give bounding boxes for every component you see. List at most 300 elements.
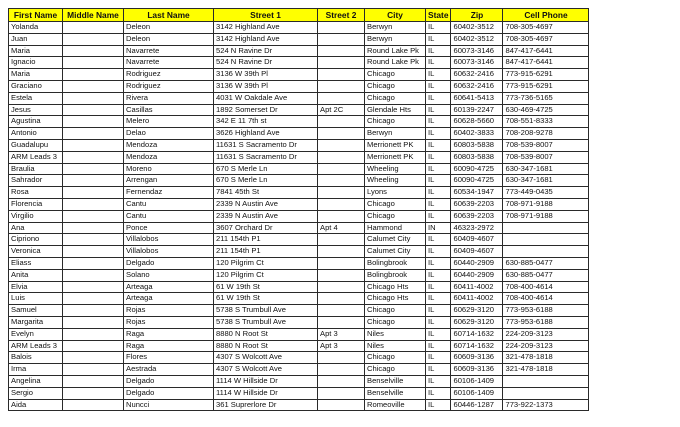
table-row[interactable] [9,187,589,199]
cell-first-name[interactable]: Maria [9,45,63,57]
cell-last-name[interactable]: Villalobos [124,246,214,258]
cell-state[interactable]: IL [426,187,451,199]
cell-street-2[interactable] [318,175,365,187]
cell-city[interactable]: Chicago [365,92,426,104]
cell-street-2[interactable] [318,293,365,305]
cell-middle-name[interactable] [63,69,124,81]
cell-zip[interactable]: 60411-4002 [451,281,503,293]
cell-state[interactable]: IL [426,33,451,45]
cell-street-2[interactable] [318,210,365,222]
cell-state[interactable]: IL [426,352,451,364]
cell-street-2[interactable]: Apt 2C [318,104,365,116]
cell-last-name[interactable]: Solano [124,269,214,281]
cell-first-name[interactable]: Balois [9,352,63,364]
table-row[interactable] [9,316,589,328]
cell-cell-phone[interactable] [503,375,589,387]
cell-cell-phone[interactable]: 708-400-4614 [503,281,589,293]
cell-cell-phone[interactable]: 708-539-8007 [503,139,589,151]
table-row[interactable] [9,116,589,128]
cell-cell-phone[interactable]: 773-953-6188 [503,316,589,328]
table-row[interactable] [9,80,589,92]
cell-middle-name[interactable] [63,375,124,387]
cell-last-name[interactable]: Delao [124,128,214,140]
cell-city[interactable]: Chicago [365,80,426,92]
cell-street-2[interactable]: Apt 3 [318,340,365,352]
cell-street-1[interactable]: 524 N Ravine Dr [214,57,318,69]
cell-last-name[interactable]: Rojas [124,316,214,328]
cell-cell-phone[interactable]: 224-209-3123 [503,340,589,352]
cell-state[interactable]: IL [426,364,451,376]
cell-city[interactable]: Niles [365,328,426,340]
cell-street-2[interactable] [318,69,365,81]
cell-street-2[interactable] [318,187,365,199]
cell-city[interactable]: Bolingbrook [365,257,426,269]
cell-middle-name[interactable] [63,104,124,116]
cell-zip[interactable]: 60440-2909 [451,269,503,281]
cell-street-1[interactable]: 1114 W Hillside Dr [214,375,318,387]
cell-street-1[interactable]: 120 Pilgrim Ct [214,269,318,281]
cell-cell-phone[interactable]: 708-971-9188 [503,210,589,222]
cell-zip[interactable]: 60402-3512 [451,22,503,34]
cell-middle-name[interactable] [63,33,124,45]
cell-cell-phone[interactable]: 773-922-1373 [503,399,589,411]
cell-last-name[interactable]: Deleon [124,33,214,45]
cell-street-2[interactable] [318,375,365,387]
table-row[interactable] [9,92,589,104]
cell-city[interactable]: Chicago [365,316,426,328]
cell-middle-name[interactable] [63,116,124,128]
cell-cell-phone[interactable]: 708-400-4614 [503,293,589,305]
cell-state[interactable]: IL [426,375,451,387]
cell-cell-phone[interactable] [503,387,589,399]
cell-state[interactable]: IN [426,222,451,234]
cell-first-name[interactable]: ARM Leads 3 [9,151,63,163]
cell-cell-phone[interactable]: 630-469-4725 [503,104,589,116]
cell-street-2[interactable] [318,305,365,317]
cell-middle-name[interactable] [63,151,124,163]
cell-state[interactable]: IL [426,305,451,317]
cell-zip[interactable]: 60534-1947 [451,187,503,199]
cell-state[interactable]: IL [426,80,451,92]
cell-last-name[interactable]: Delgado [124,257,214,269]
cell-cell-phone[interactable]: 321-478-1818 [503,352,589,364]
cell-last-name[interactable]: Arrengan [124,175,214,187]
cell-zip[interactable]: 60629-3120 [451,316,503,328]
column-header-city[interactable]: City [365,9,426,22]
cell-first-name[interactable]: Virgilio [9,210,63,222]
cell-street-2[interactable]: Apt 3 [318,328,365,340]
cell-cell-phone[interactable] [503,222,589,234]
column-header-middle-name[interactable]: Middle Name [63,9,124,22]
column-header-street-2[interactable]: Street 2 [318,9,365,22]
table-row[interactable] [9,340,589,352]
table-row[interactable] [9,269,589,281]
cell-street-2[interactable] [318,151,365,163]
cell-zip[interactable]: 60409-4607 [451,246,503,258]
cell-state[interactable]: IL [426,210,451,222]
table-row[interactable] [9,352,589,364]
cell-street-1[interactable]: 1114 W Hillside Dr [214,387,318,399]
cell-first-name[interactable]: Sergio [9,387,63,399]
cell-zip[interactable]: 60632-2416 [451,69,503,81]
cell-zip[interactable]: 60639-2203 [451,198,503,210]
cell-street-2[interactable] [318,364,365,376]
cell-last-name[interactable]: Arteaga [124,293,214,305]
cell-middle-name[interactable] [63,80,124,92]
cell-cell-phone[interactable]: 630-885-0477 [503,257,589,269]
cell-cell-phone[interactable]: 708-551-8333 [503,116,589,128]
cell-first-name[interactable]: Samuel [9,305,63,317]
cell-zip[interactable]: 60641-5413 [451,92,503,104]
cell-street-2[interactable] [318,269,365,281]
cell-first-name[interactable]: Veronica [9,246,63,258]
cell-middle-name[interactable] [63,22,124,34]
cell-zip[interactable]: 60440-2909 [451,257,503,269]
cell-city[interactable]: Chicago Hts [365,281,426,293]
cell-state[interactable]: IL [426,57,451,69]
table-row[interactable] [9,246,589,258]
cell-city[interactable]: Berwyn [365,22,426,34]
cell-city[interactable]: Wheeling [365,175,426,187]
cell-zip[interactable]: 60411-4002 [451,293,503,305]
cell-first-name[interactable]: Elvia [9,281,63,293]
cell-zip[interactable]: 60714-1632 [451,328,503,340]
table-row[interactable] [9,33,589,45]
cell-street-2[interactable]: Apt 4 [318,222,365,234]
cell-street-1[interactable]: 4307 S Wolcott Ave [214,364,318,376]
cell-state[interactable]: IL [426,175,451,187]
cell-street-1[interactable]: 2339 N Austin Ave [214,198,318,210]
cell-middle-name[interactable] [63,293,124,305]
cell-zip[interactable]: 60628-5660 [451,116,503,128]
cell-middle-name[interactable] [63,364,124,376]
cell-street-1[interactable]: 670 S Merle Ln [214,175,318,187]
cell-cell-phone[interactable]: 224-209-3123 [503,328,589,340]
cell-state[interactable]: IL [426,163,451,175]
cell-street-2[interactable] [318,80,365,92]
cell-zip[interactable]: 60073-3146 [451,57,503,69]
cell-street-1[interactable]: 3142 Highland Ave [214,33,318,45]
cell-city[interactable]: Chicago [365,364,426,376]
cell-street-1[interactable]: 5738 S Trumbull Ave [214,305,318,317]
cell-first-name[interactable]: Luis [9,293,63,305]
cell-first-name[interactable]: Agustina [9,116,63,128]
cell-zip[interactable]: 60106-1409 [451,375,503,387]
cell-city[interactable]: Hammond [365,222,426,234]
cell-middle-name[interactable] [63,316,124,328]
cell-middle-name[interactable] [63,257,124,269]
cell-state[interactable]: IL [426,151,451,163]
cell-middle-name[interactable] [63,352,124,364]
cell-city[interactable]: Calumet City [365,234,426,246]
column-header-cell-phone[interactable]: Cell Phone [503,9,589,22]
cell-street-1[interactable]: 670 S Merle Ln [214,163,318,175]
table-row[interactable] [9,375,589,387]
table-row[interactable] [9,328,589,340]
cell-middle-name[interactable] [63,281,124,293]
cell-street-1[interactable]: 8880 N Root St [214,340,318,352]
cell-zip[interactable]: 46323-2972 [451,222,503,234]
cell-last-name[interactable]: Mendoza [124,139,214,151]
cell-first-name[interactable]: Aida [9,399,63,411]
cell-last-name[interactable]: Deleon [124,22,214,34]
cell-middle-name[interactable] [63,269,124,281]
cell-cell-phone[interactable]: 773-915-6291 [503,69,589,81]
cell-street-1[interactable]: 2339 N Austin Ave [214,210,318,222]
cell-street-1[interactable]: 3136 W 39th Pl [214,69,318,81]
cell-city[interactable]: Bolingbrook [365,269,426,281]
table-row[interactable] [9,234,589,246]
cell-zip[interactable]: 60402-3512 [451,33,503,45]
cell-cell-phone[interactable]: 773-736-5165 [503,92,589,104]
column-header-zip[interactable]: Zip [451,9,503,22]
cell-first-name[interactable]: Braulia [9,163,63,175]
cell-zip[interactable]: 60446-1287 [451,399,503,411]
cell-zip[interactable]: 60609-3136 [451,364,503,376]
cell-middle-name[interactable] [63,163,124,175]
cell-city[interactable]: Lyons [365,187,426,199]
cell-first-name[interactable]: Juan [9,33,63,45]
cell-middle-name[interactable] [63,246,124,258]
cell-state[interactable]: IL [426,234,451,246]
cell-middle-name[interactable] [63,328,124,340]
cell-state[interactable]: IL [426,128,451,140]
cell-last-name[interactable]: Rodriguez [124,80,214,92]
cell-first-name[interactable]: Guadalupu [9,139,63,151]
table-row[interactable] [9,104,589,116]
cell-street-1[interactable]: 120 Pilgrim Ct [214,257,318,269]
table-row[interactable] [9,198,589,210]
cell-city[interactable]: Chicago [365,198,426,210]
cell-street-2[interactable] [318,399,365,411]
cell-cell-phone[interactable]: 630-347-1681 [503,175,589,187]
cell-cell-phone[interactable]: 708-208-9278 [503,128,589,140]
cell-first-name[interactable]: Estela [9,92,63,104]
cell-first-name[interactable]: Rosa [9,187,63,199]
cell-cell-phone[interactable]: 630-347-1681 [503,163,589,175]
cell-city[interactable]: Benselville [365,375,426,387]
cell-cell-phone[interactable]: 773-953-6188 [503,305,589,317]
cell-zip[interactable]: 60106-1409 [451,387,503,399]
cell-street-2[interactable] [318,22,365,34]
cell-first-name[interactable]: Anita [9,269,63,281]
cell-street-1[interactable]: 61 W 19th St [214,281,318,293]
cell-middle-name[interactable] [63,387,124,399]
cell-last-name[interactable]: Raga [124,328,214,340]
cell-first-name[interactable]: Antonio [9,128,63,140]
cell-street-2[interactable] [318,387,365,399]
cell-zip[interactable]: 60803-5838 [451,139,503,151]
cell-city[interactable]: Benselville [365,387,426,399]
cell-street-1[interactable]: 1892 Somerset Dr [214,104,318,116]
table-row[interactable] [9,257,589,269]
column-header-last-name[interactable]: Last Name [124,9,214,22]
cell-street-2[interactable] [318,281,365,293]
cell-city[interactable]: Chicago [365,305,426,317]
cell-zip[interactable]: 60139-2247 [451,104,503,116]
cell-state[interactable]: IL [426,45,451,57]
cell-last-name[interactable]: Cantu [124,198,214,210]
cell-city[interactable]: Wheeling [365,163,426,175]
cell-middle-name[interactable] [63,45,124,57]
cell-city[interactable]: Chicago [365,210,426,222]
cell-city[interactable]: Romeoville [365,399,426,411]
cell-first-name[interactable]: Cipriono [9,234,63,246]
cell-zip[interactable]: 60714-1632 [451,340,503,352]
cell-last-name[interactable]: Ponce [124,222,214,234]
cell-street-2[interactable] [318,198,365,210]
cell-first-name[interactable]: Margarita [9,316,63,328]
cell-middle-name[interactable] [63,139,124,151]
cell-state[interactable]: IL [426,293,451,305]
table-row[interactable] [9,22,589,34]
cell-city[interactable]: Glendale Hts [365,104,426,116]
cell-city[interactable]: Chicago [365,69,426,81]
cell-street-2[interactable] [318,139,365,151]
cell-cell-phone[interactable]: 708-305-4697 [503,22,589,34]
cell-last-name[interactable]: Moreno [124,163,214,175]
cell-street-2[interactable] [318,352,365,364]
table-row[interactable] [9,57,589,69]
cell-cell-phone[interactable]: 708-971-9188 [503,198,589,210]
cell-last-name[interactable]: Mendoza [124,151,214,163]
cell-street-1[interactable]: 7841 45th St [214,187,318,199]
table-row[interactable] [9,163,589,175]
cell-last-name[interactable]: Villalobos [124,234,214,246]
cell-last-name[interactable]: Fernendaz [124,187,214,199]
cell-zip[interactable]: 60090-4725 [451,163,503,175]
table-row[interactable] [9,139,589,151]
cell-last-name[interactable]: Rojas [124,305,214,317]
cell-last-name[interactable]: Navarrete [124,45,214,57]
table-row[interactable] [9,151,589,163]
cell-cell-phone[interactable]: 708-539-8007 [503,151,589,163]
cell-street-2[interactable] [318,246,365,258]
cell-zip[interactable]: 60803-5838 [451,151,503,163]
cell-street-2[interactable] [318,163,365,175]
cell-street-1[interactable]: 8880 N Root St [214,328,318,340]
cell-cell-phone[interactable] [503,234,589,246]
cell-state[interactable]: IL [426,139,451,151]
cell-zip[interactable]: 60609-3136 [451,352,503,364]
cell-middle-name[interactable] [63,57,124,69]
cell-cell-phone[interactable]: 708-305-4697 [503,33,589,45]
cell-city[interactable]: Calumet City [365,246,426,258]
cell-first-name[interactable]: Yolanda [9,22,63,34]
cell-state[interactable]: IL [426,92,451,104]
cell-state[interactable]: IL [426,316,451,328]
cell-middle-name[interactable] [63,234,124,246]
cell-middle-name[interactable] [63,399,124,411]
cell-middle-name[interactable] [63,187,124,199]
cell-state[interactable]: IL [426,116,451,128]
cell-cell-phone[interactable]: 773-915-6291 [503,80,589,92]
cell-cell-phone[interactable]: 321-478-1818 [503,364,589,376]
cell-state[interactable]: IL [426,22,451,34]
cell-last-name[interactable]: Melero [124,116,214,128]
cell-state[interactable]: IL [426,198,451,210]
cell-street-1[interactable]: 4307 S Wolcott Ave [214,352,318,364]
cell-street-1[interactable]: 342 E 11 7th st [214,116,318,128]
column-header-first-name[interactable]: First Name [9,9,63,22]
cell-city[interactable]: Berwyn [365,128,426,140]
cell-street-1[interactable]: 524 N Ravine Dr [214,45,318,57]
cell-cell-phone[interactable]: 773-449-0435 [503,187,589,199]
cell-middle-name[interactable] [63,175,124,187]
cell-street-1[interactable]: 211 154th P1 [214,234,318,246]
cell-zip[interactable]: 60629-3120 [451,305,503,317]
table-row[interactable] [9,305,589,317]
cell-state[interactable]: IL [426,269,451,281]
cell-first-name[interactable]: Graciano [9,80,63,92]
cell-first-name[interactable]: Ignacio [9,57,63,69]
cell-middle-name[interactable] [63,92,124,104]
cell-first-name[interactable]: Eliass [9,257,63,269]
cell-first-name[interactable]: Evelyn [9,328,63,340]
cell-state[interactable]: IL [426,281,451,293]
cell-city[interactable]: Merrionett PK [365,151,426,163]
cell-last-name[interactable]: Rodriguez [124,69,214,81]
cell-street-1[interactable]: 11631 S Sacramento Dr [214,139,318,151]
cell-zip[interactable]: 60402-3833 [451,128,503,140]
cell-middle-name[interactable] [63,198,124,210]
cell-city[interactable]: Round Lake Pk [365,57,426,69]
column-header-street-1[interactable]: Street 1 [214,9,318,22]
cell-zip[interactable]: 60073-3146 [451,45,503,57]
column-header-state[interactable]: State [426,9,451,22]
cell-city[interactable]: Round Lake Pk [365,45,426,57]
cell-state[interactable]: IL [426,69,451,81]
cell-last-name[interactable]: Aestrada [124,364,214,376]
table-row[interactable] [9,364,589,376]
cell-cell-phone[interactable]: 630-885-0477 [503,269,589,281]
table-row[interactable] [9,69,589,81]
cell-state[interactable]: IL [426,340,451,352]
cell-middle-name[interactable] [63,128,124,140]
cell-street-1[interactable]: 4031 W Oakdale Ave [214,92,318,104]
cell-city[interactable]: Merrionett PK [365,139,426,151]
cell-state[interactable]: IL [426,104,451,116]
cell-cell-phone[interactable]: 847-417-6441 [503,45,589,57]
cell-city[interactable]: Berwyn [365,33,426,45]
cell-first-name[interactable]: Sahrador [9,175,63,187]
cell-street-1[interactable]: 5738 S Trumbull Ave [214,316,318,328]
cell-street-1[interactable]: 11631 S Sacramento Dr [214,151,318,163]
cell-last-name[interactable]: Delgado [124,375,214,387]
cell-first-name[interactable]: Ana [9,222,63,234]
cell-last-name[interactable]: Raga [124,340,214,352]
cell-last-name[interactable]: Navarrete [124,57,214,69]
cell-zip[interactable]: 60090-4725 [451,175,503,187]
table-row[interactable] [9,45,589,57]
cell-state[interactable]: IL [426,399,451,411]
cell-zip[interactable]: 60409-4607 [451,234,503,246]
cell-first-name[interactable]: Angelina [9,375,63,387]
cell-middle-name[interactable] [63,305,124,317]
cell-street-2[interactable] [318,33,365,45]
cell-state[interactable]: IL [426,387,451,399]
cell-middle-name[interactable] [63,210,124,222]
cell-street-2[interactable] [318,316,365,328]
cell-middle-name[interactable] [63,222,124,234]
cell-zip[interactable]: 60632-2416 [451,80,503,92]
cell-street-2[interactable] [318,116,365,128]
cell-last-name[interactable]: Arteaga [124,281,214,293]
table-row[interactable] [9,210,589,222]
cell-first-name[interactable]: Florencia [9,198,63,210]
cell-first-name[interactable]: Jesus [9,104,63,116]
table-row[interactable] [9,399,589,411]
